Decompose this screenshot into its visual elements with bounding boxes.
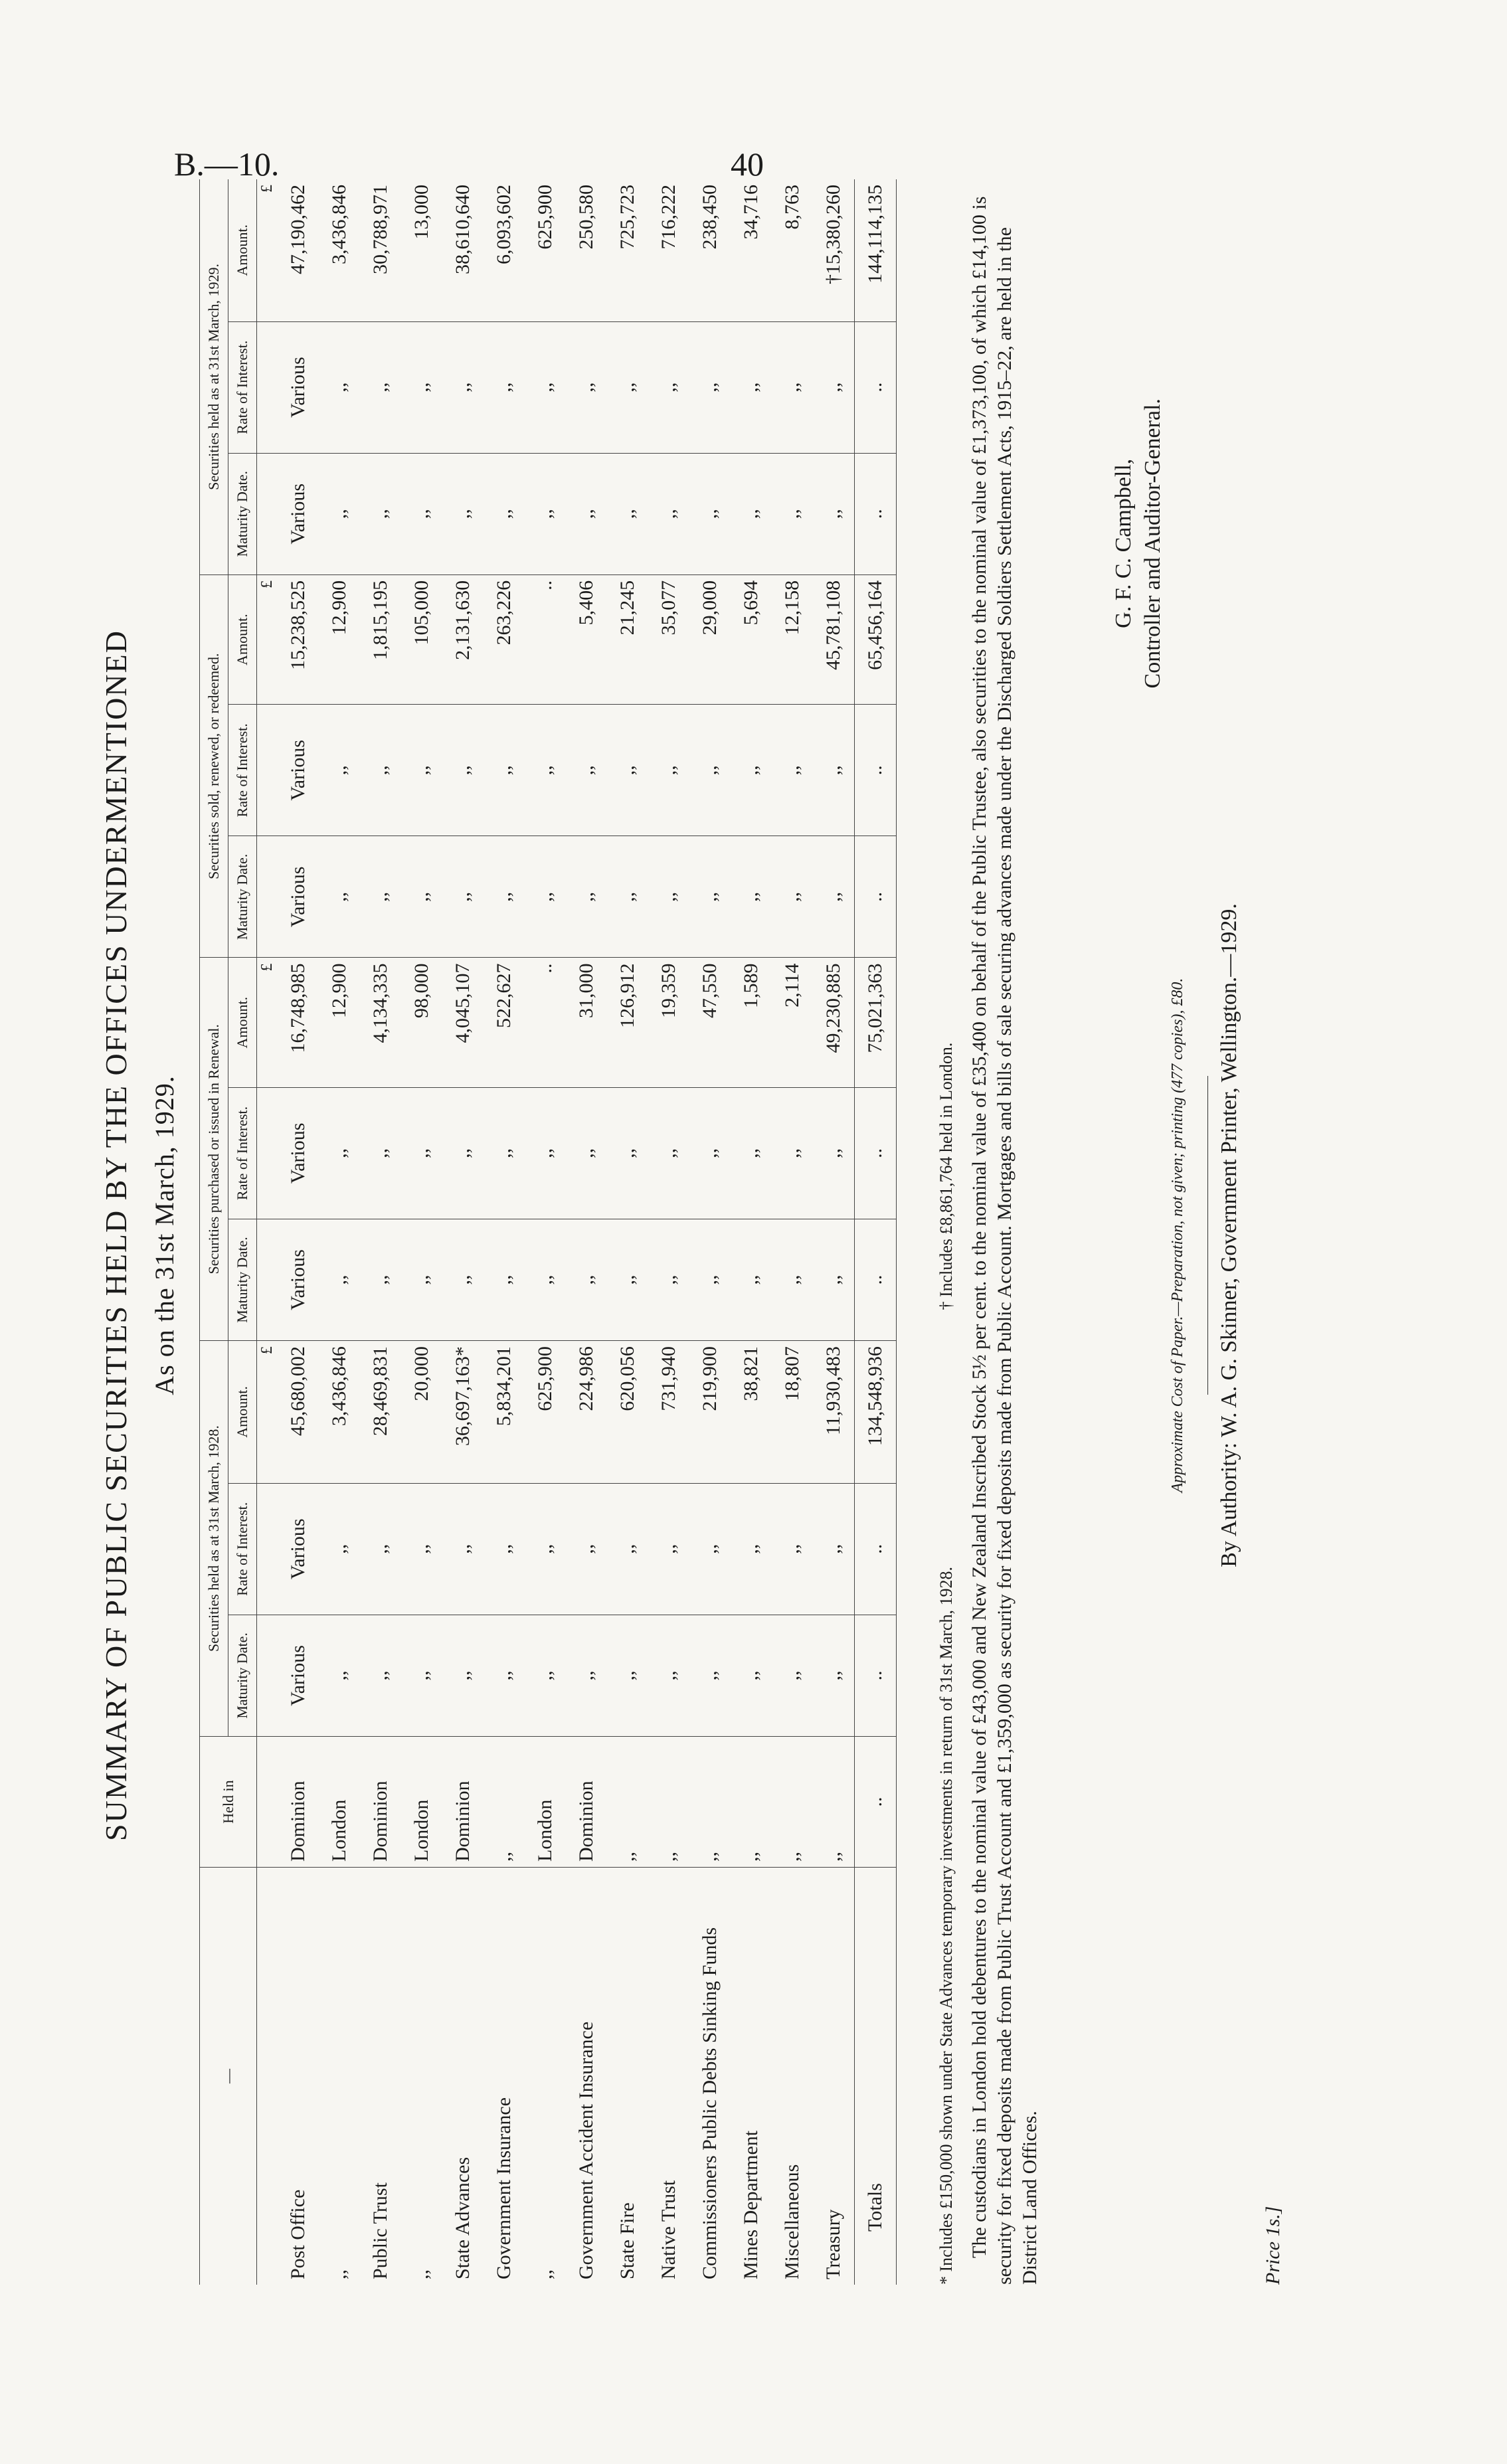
col-rate: Rate of Interest. <box>228 321 257 453</box>
rate-cell: ,, <box>525 1087 566 1219</box>
amount-cell: 263,226 <box>484 574 525 704</box>
amount-cell: 1,815,195 <box>360 574 401 704</box>
amount-cell: 15,238,525 <box>278 574 319 704</box>
maturity-cell: ,, <box>442 1219 484 1340</box>
amount-cell: .. <box>525 958 566 1087</box>
maturity-cell: Various <box>278 453 319 574</box>
amount-cell: 3,436,846 <box>319 179 360 321</box>
amount-cell: 35,077 <box>648 574 689 704</box>
row-label: Government Accident Insurance <box>575 2021 597 2279</box>
amount-cell: 625,900 <box>525 179 566 321</box>
amount-cell: 19,359 <box>648 958 689 1087</box>
rate-cell: ,, <box>813 1087 855 1219</box>
amount-cell: .. <box>525 574 566 704</box>
amount-cell: 238,450 <box>689 179 731 321</box>
maturity-cell: ,, <box>731 1615 772 1736</box>
rate-cell: ,, <box>401 1087 442 1219</box>
row-label: Government Insurance <box>493 2097 515 2279</box>
row-label: Public Trust <box>369 2182 391 2279</box>
amount-cell: 4,134,335 <box>360 958 401 1087</box>
row-label: ,, <box>328 2269 350 2279</box>
amount-cell: 126,912 <box>607 958 648 1087</box>
rate-cell: ,, <box>813 705 855 836</box>
maturity-cell: ,, <box>484 1615 525 1736</box>
table-row <box>319 179 360 2285</box>
row-held-in: Dominion <box>566 1737 607 1868</box>
signatory-name: G. F. C. Campbell, <box>1111 458 1136 628</box>
amount-cell: 38,610,640 <box>442 179 484 321</box>
page-number: 40 <box>731 145 764 183</box>
amount-cell: 224,986 <box>566 1341 607 1484</box>
currency-symbol: £ <box>257 1341 278 1484</box>
row-label: State Fire <box>616 2202 638 2279</box>
rate-cell: ,, <box>442 1483 484 1615</box>
col-amount: Amount. <box>228 958 257 1087</box>
row-label: Post Office <box>287 2189 309 2279</box>
rate-cell: ,, <box>319 1483 360 1615</box>
rate-cell: ,, <box>731 705 772 836</box>
amount-cell: 5,834,201 <box>484 1341 525 1484</box>
maturity-cell: ,, <box>772 1219 813 1340</box>
maturity-cell: ,, <box>813 453 855 574</box>
rate-cell: ,, <box>689 1483 731 1615</box>
totals-dots: .. <box>855 1483 897 1615</box>
table-row <box>566 179 607 2285</box>
maturity-cell: ,, <box>731 453 772 574</box>
row-held-in: London <box>319 1737 360 1868</box>
price-note: Price 1s.] <box>1262 2206 1284 2285</box>
amount-cell: 12,158 <box>772 574 813 704</box>
rate-cell: Various <box>278 321 319 453</box>
rate-cell: ,, <box>607 705 648 836</box>
totals-dots: .. <box>855 1615 897 1736</box>
maturity-cell: ,, <box>607 836 648 958</box>
row-held-in: ,, <box>813 1737 855 1868</box>
amount-cell: 18,807 <box>772 1341 813 1484</box>
table-row <box>360 179 401 2285</box>
rate-cell: ,, <box>689 1087 731 1219</box>
rate-cell: ,, <box>484 1483 525 1615</box>
table-row <box>731 179 772 2285</box>
col-maturity: Maturity Date. <box>228 1615 257 1736</box>
rate-cell: ,, <box>360 1087 401 1219</box>
maturity-cell: ,, <box>484 836 525 958</box>
rotated-page-content <box>73 146 1308 2325</box>
page-title: SUMMARY OF PUBLIC SECURITIES HELD BY THE OFFICES UNDERMENTIONED <box>99 630 133 1841</box>
maturity-cell: ,, <box>566 1219 607 1340</box>
amount-cell: 34,716 <box>731 179 772 321</box>
amount-cell: 5,406 <box>566 574 607 704</box>
amount-cell: 45,680,002 <box>278 1341 319 1484</box>
amount-cell: 28,469,831 <box>360 1341 401 1484</box>
rate-cell: ,, <box>319 1087 360 1219</box>
totals-dots: .. <box>855 321 897 453</box>
amount-cell: 12,900 <box>319 958 360 1087</box>
maturity-cell: ,, <box>360 453 401 574</box>
maturity-cell: ,, <box>319 453 360 574</box>
rate-cell: ,, <box>442 705 484 836</box>
totals-dots: .. <box>855 1087 897 1219</box>
row-label: ,, <box>534 2269 556 2279</box>
rate-cell: ,, <box>648 1087 689 1219</box>
custodians-paragraph: The custodians in London hold debentures to the nominal value of £43,000 and New Zealand Inscribed Stock 5½ per cent. to the nominal value of £35,400 on behalf of the Public Trustee, also securities to the nominal value of £1,373,100, of which £14,100 is security for fixed deposits made from Public Trust Account and £1,359,000 as security for fixed deposits made from Public Account. Mortgages and bills of sale securing advances made under the Discharged Soldiers Settlement Acts, 1915–22, are held in the District Land Offices. <box>968 196 1041 2285</box>
rate-cell: ,, <box>484 321 525 453</box>
notes-section <box>936 179 1043 2285</box>
footnotes <box>936 179 956 2285</box>
footnote-dagger: † Includes £8,861,764 held in London. <box>936 1042 956 1310</box>
page-subtitle: As on the 31st March, 1929. <box>149 1075 179 1395</box>
row-label: Miscellaneous <box>781 2164 803 2279</box>
rate-cell: ,, <box>648 705 689 836</box>
securities-table <box>199 179 897 2285</box>
row-held-in: ,, <box>648 1737 689 1868</box>
signature-block <box>1109 398 1168 688</box>
currency-row <box>257 179 278 2285</box>
amount-cell: 620,056 <box>607 1341 648 1484</box>
maturity-cell: ,, <box>319 1219 360 1340</box>
rate-cell: ,, <box>319 321 360 453</box>
amount-cell: 21,245 <box>607 574 648 704</box>
col-group-1929: Securities held as at 31st March, 1929. <box>200 179 228 574</box>
table-row <box>772 179 813 2285</box>
rate-cell: ,, <box>731 1483 772 1615</box>
maturity-cell: ,, <box>731 836 772 958</box>
amount-cell: 29,000 <box>689 574 731 704</box>
maturity-cell: ,, <box>442 836 484 958</box>
rate-cell: ,, <box>360 321 401 453</box>
amount-cell: 20,000 <box>401 1341 442 1484</box>
row-held-in: ,, <box>772 1737 813 1868</box>
amount-cell: 8,763 <box>772 179 813 321</box>
table-row <box>278 179 319 2285</box>
col-maturity: Maturity Date. <box>228 1219 257 1340</box>
amount-cell: 2,131,630 <box>442 574 484 704</box>
maturity-cell: ,, <box>525 836 566 958</box>
table-row <box>442 179 484 2285</box>
row-held-in: London <box>525 1737 566 1868</box>
rate-cell: ,, <box>442 1087 484 1219</box>
row-held-in: ,, <box>689 1737 731 1868</box>
maturity-cell: ,, <box>731 1219 772 1340</box>
row-label: Mines Department <box>740 2130 762 2279</box>
rate-cell: ,, <box>401 321 442 453</box>
table-row <box>689 179 731 2285</box>
printer-authority: By Authority: W. A. G. Skinner, Government Printer, Wellington.—1929. <box>1217 903 1241 1567</box>
rate-cell: ,, <box>484 1087 525 1219</box>
maturity-cell: Various <box>278 1615 319 1736</box>
rate-cell: ,, <box>360 1483 401 1615</box>
rate-cell: ,, <box>813 1483 855 1615</box>
maturity-cell: ,, <box>648 836 689 958</box>
rate-cell: ,, <box>360 705 401 836</box>
maturity-cell: ,, <box>772 836 813 958</box>
maturity-cell: Various <box>278 836 319 958</box>
maturity-cell: ,, <box>442 453 484 574</box>
maturity-cell: ,, <box>360 836 401 958</box>
maturity-cell: ,, <box>689 836 731 958</box>
row-held-in: ,, <box>731 1737 772 1868</box>
maturity-cell: ,, <box>689 453 731 574</box>
rate-cell: ,, <box>525 705 566 836</box>
maturity-cell: ,, <box>484 453 525 574</box>
row-label: Native Trust <box>658 2180 679 2279</box>
maturity-cell: ,, <box>525 1615 566 1736</box>
row-label: Treasury <box>822 2209 844 2279</box>
table-row <box>607 179 648 2285</box>
rate-cell: ,, <box>525 321 566 453</box>
currency-symbol: £ <box>257 179 278 321</box>
row-label: State Advances <box>452 2156 474 2279</box>
maturity-cell: ,, <box>648 453 689 574</box>
currency-symbol: £ <box>257 958 278 1087</box>
amount-cell: 98,000 <box>401 958 442 1087</box>
maturity-cell: ,, <box>689 1615 731 1736</box>
rate-cell: ,, <box>484 705 525 836</box>
rate-cell: ,, <box>772 1087 813 1219</box>
rate-cell: ,, <box>772 1483 813 1615</box>
maturity-cell: ,, <box>401 1219 442 1340</box>
table-row <box>648 179 689 2285</box>
amount-cell: 38,821 <box>731 1341 772 1484</box>
currency-symbol: £ <box>257 574 278 704</box>
rate-cell: ,, <box>731 321 772 453</box>
amount-cell: 731,940 <box>648 1341 689 1484</box>
col-group-purchased: Securities purchased or issued in Renewal. <box>200 958 228 1341</box>
footnote-star: * Includes £150,000 shown under State Advances temporary investments in return of 31st March, 1928. <box>936 1567 956 2285</box>
rate-cell: ,, <box>772 321 813 453</box>
amount-cell: 11,930,483 <box>813 1341 855 1484</box>
rate-cell: Various <box>278 705 319 836</box>
rate-cell: ,, <box>607 1483 648 1615</box>
rate-cell: ,, <box>319 705 360 836</box>
amount-cell: 30,788,971 <box>360 179 401 321</box>
amount-cell: 47,190,462 <box>278 179 319 321</box>
row-label: ,, <box>410 2269 432 2279</box>
amount-cell: 3,436,846 <box>319 1341 360 1484</box>
row-held-in: Dominion <box>278 1737 319 1868</box>
col-group-1928: Securities held as at 31st March, 1928. <box>200 1341 228 1737</box>
col-rate: Rate of Interest. <box>228 705 257 836</box>
maturity-cell: ,, <box>360 1219 401 1340</box>
amount-cell: 522,627 <box>484 958 525 1087</box>
col-maturity: Maturity Date. <box>228 453 257 574</box>
table-row <box>525 179 566 2285</box>
amount-cell: 716,222 <box>648 179 689 321</box>
maturity-cell: ,, <box>607 453 648 574</box>
rate-cell: ,, <box>401 705 442 836</box>
amount-cell: 6,093,602 <box>484 179 525 321</box>
totals-dots: .. <box>855 705 897 836</box>
rate-cell: ,, <box>566 321 607 453</box>
amount-cell: 105,000 <box>401 574 442 704</box>
totals-dots: .. <box>855 453 897 574</box>
col-held-in: Held in <box>200 1737 257 1868</box>
amount-cell: 1,589 <box>731 958 772 1087</box>
rate-cell: ,, <box>566 1087 607 1219</box>
rate-cell: ,, <box>525 1483 566 1615</box>
maturity-cell: ,, <box>401 1615 442 1736</box>
amount-cell: 16,748,985 <box>278 958 319 1087</box>
maturity-cell: ,, <box>772 1615 813 1736</box>
maturity-cell: ,, <box>813 1219 855 1340</box>
maturity-cell: ,, <box>648 1219 689 1340</box>
totals-label: Totals <box>855 1868 897 2285</box>
row-held-in: ,, <box>607 1737 648 1868</box>
totals-dots: .. <box>855 1219 897 1340</box>
rate-cell: ,, <box>607 1087 648 1219</box>
rate-cell: ,, <box>442 321 484 453</box>
rate-cell: ,, <box>566 1483 607 1615</box>
maturity-cell: ,, <box>525 453 566 574</box>
amount-cell: 47,550 <box>689 958 731 1087</box>
maturity-cell: ,, <box>401 836 442 958</box>
total-1929: 144,114,135 <box>855 179 897 321</box>
amount-cell: 36,697,163* <box>442 1341 484 1484</box>
row-held-in: Dominion <box>360 1737 401 1868</box>
col-group-sold: Securities sold, renewed, or redeemed. <box>200 574 228 958</box>
col-rate: Rate of Interest. <box>228 1483 257 1615</box>
maturity-cell: ,, <box>566 1615 607 1736</box>
totals-dots: .. <box>855 1737 897 1868</box>
amount-cell: 725,723 <box>607 179 648 321</box>
maturity-cell: ,, <box>566 453 607 574</box>
rate-cell: ,, <box>689 321 731 453</box>
maturity-cell: ,, <box>772 453 813 574</box>
rate-cell: ,, <box>566 705 607 836</box>
amount-cell: 13,000 <box>401 179 442 321</box>
totals-dots: .. <box>855 836 897 958</box>
total-purchased: 75,021,363 <box>855 958 897 1087</box>
maturity-cell: ,, <box>813 1615 855 1736</box>
rate-cell: ,, <box>813 321 855 453</box>
col-blank: — <box>200 1868 257 2285</box>
rate-cell: ,, <box>689 705 731 836</box>
row-held-in: London <box>401 1737 442 1868</box>
amount-cell: 5,694 <box>731 574 772 704</box>
amount-cell: 45,781,108 <box>813 574 855 704</box>
table-body <box>257 179 855 2285</box>
signatory-title: Controller and Auditor-General. <box>1140 398 1165 689</box>
maturity-cell: ,, <box>319 836 360 958</box>
totals-row <box>855 179 897 2285</box>
rate-cell: Various <box>278 1483 319 1615</box>
amount-cell: †15,380,260 <box>813 179 855 321</box>
row-held-in: ,, <box>484 1737 525 1868</box>
maturity-cell: ,, <box>484 1219 525 1340</box>
amount-cell: 219,900 <box>689 1341 731 1484</box>
maturity-cell: ,, <box>401 453 442 574</box>
col-amount: Amount. <box>228 179 257 321</box>
table-row <box>813 179 855 2285</box>
maturity-cell: ,, <box>689 1219 731 1340</box>
total-1928: 134,548,936 <box>855 1341 897 1484</box>
amount-cell: 12,900 <box>319 574 360 704</box>
row-held-in: Dominion <box>442 1737 484 1868</box>
maturity-cell: Various <box>278 1219 319 1340</box>
maturity-cell: ,, <box>360 1615 401 1736</box>
maturity-cell: ,, <box>648 1615 689 1736</box>
maturity-cell: ,, <box>607 1615 648 1736</box>
total-sold: 65,456,164 <box>855 574 897 704</box>
amount-cell: 4,045,107 <box>442 958 484 1087</box>
maturity-cell: ,, <box>442 1615 484 1736</box>
row-label: Commissioners Public Debts Sinking Funds <box>699 1927 721 2279</box>
col-rate: Rate of Interest. <box>228 1087 257 1219</box>
table-row <box>401 179 442 2285</box>
maturity-cell: ,, <box>813 836 855 958</box>
amount-cell: 625,900 <box>525 1341 566 1484</box>
amount-cell: 2,114 <box>772 958 813 1087</box>
divider <box>1207 1076 1208 1395</box>
amount-cell: 250,580 <box>566 179 607 321</box>
amount-cell: 49,230,885 <box>813 958 855 1087</box>
rate-cell: ,, <box>607 321 648 453</box>
maturity-cell: ,, <box>566 836 607 958</box>
rate-cell: ,, <box>401 1483 442 1615</box>
rate-cell: ,, <box>731 1087 772 1219</box>
rate-cell: Various <box>278 1087 319 1219</box>
rate-cell: ,, <box>648 1483 689 1615</box>
amount-cell: 31,000 <box>566 958 607 1087</box>
maturity-cell: ,, <box>319 1615 360 1736</box>
col-amount: Amount. <box>228 574 257 704</box>
rate-cell: ,, <box>772 705 813 836</box>
col-maturity: Maturity Date. <box>228 836 257 958</box>
col-amount: Amount. <box>228 1341 257 1484</box>
table-row <box>484 179 525 2285</box>
maturity-cell: ,, <box>607 1219 648 1340</box>
rate-cell: ,, <box>648 321 689 453</box>
cost-note: Approximate Cost of Paper.—Preparation, not given; printing (477 copies), £80. <box>1169 978 1186 1493</box>
maturity-cell: ,, <box>525 1219 566 1340</box>
document-code: B.—10. <box>174 145 280 183</box>
